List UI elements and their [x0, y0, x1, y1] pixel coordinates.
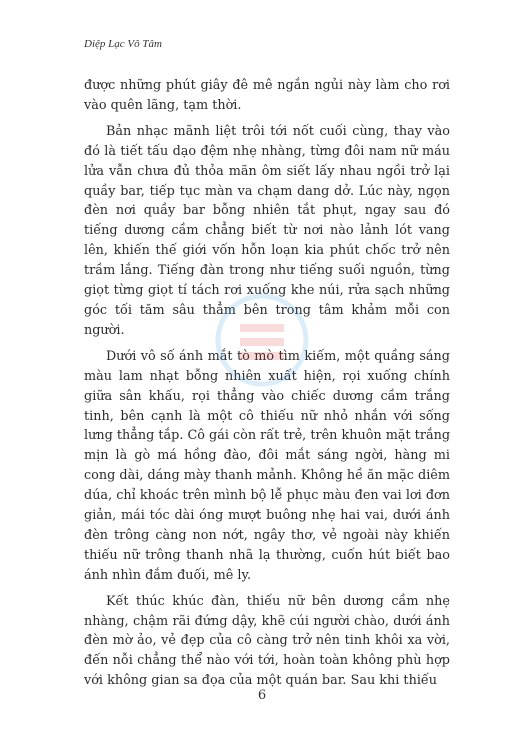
paragraph-2: Bản nhạc mãnh liệt trôi tới nốt cuối cùng, thay vào đó là tiết tấu dạo đệm nhẹ nhàng, từng đôi nam nữ máu lửa vẫn chưa đủ thỏa mãn ôm siết lấy nhau ngồi trở lại quầy bar, tiếp tục màn va chạm dang dở. Lúc này, ngọn đèn nơi quầy bar bỗng nhiên tắt phụt, ngay sau đó tiếng dương cầm chẳng biết từ nơi nào lảnh lót vang lên, khiến thế giới vốn hỗn loạn kia phút chốc trở nên trầm lắng. Tiếng đàn trong như tiếng suối nguồn, từng giọt từng giọt tí tách rơi xuống khe núi, rửa sạch những góc tối tăm sâu thẳm bên trong tâm khảm mỗi con người. [84, 123, 450, 338]
paragraph-3: Dưới vô số ánh mắt tò mò tìm kiếm, một quầng sáng màu lam nhạt bỗng nhiên xuất hiện, rọi xuống chính giữa sân khấu, rọi thẳng vào chiếc dương cầm trắng tinh, bên cạnh là một cô thiếu nữ nhỏ nhắn với sống lưng thẳng tắp. Cô gái còn rất trẻ, trên khuôn mặt trắng mịn là gò má hồng đào, đôi mắt sáng ngời, hàng mi cong dài, dáng mày thanh mảnh. Không hề ăn mặc diêm dúa, chỉ khoác trên mình bộ lễ phục màu đen vai lơi đơn giản, mái tóc dài óng mượt buông nhẹ hai vai, dưới ánh đèn trông càng non nớt, ngây thơ, vẻ ngoài này khiến thiếu nữ trông thanh nhã lạ thường, cuốn hút biết bao ánh nhìn đắm đuối, mê ly. [84, 348, 451, 583]
body-text [84, 76, 450, 697]
running-header: Diệp Lạc Vô Tâm [84, 38, 162, 50]
page-number: 6 [257, 688, 267, 703]
paragraph-1: được những phút giây đê mê ngắn ngủi này làm cho rơi vào quên lãng, tạm thời. [84, 78, 450, 113]
paragraph-4: Kết thúc khúc đàn, thiếu nữ bên dương cầm nhẹ nhàng, chậm rãi đứng dậy, khẽ cúi người chào, dưới ánh đèn mờ ảo, vẻ đẹp của cô càng trở nên tinh khôi xa vời, đến nỗi chẳng thể nào với tới, hoàn toàn không phù hợp với không gian sa đọa của một quán bar. Sau khi thiếu [84, 593, 450, 689]
